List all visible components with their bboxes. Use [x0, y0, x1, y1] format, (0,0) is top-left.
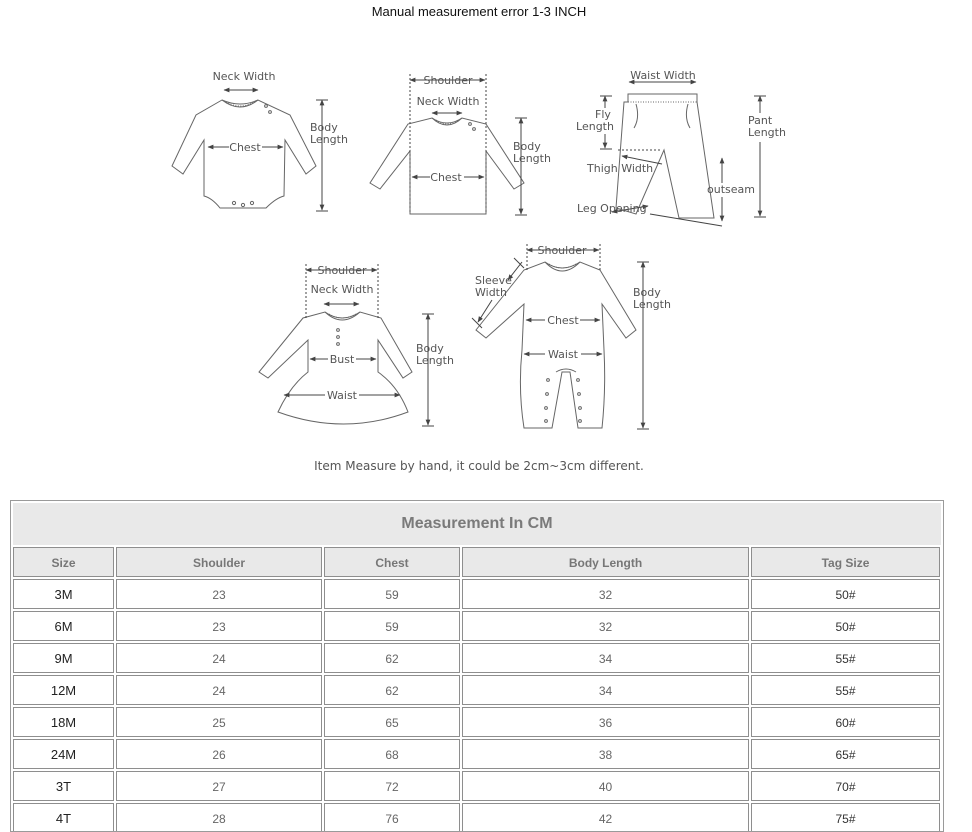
column-header-tag-size: Tag Size [751, 547, 940, 577]
table-cell-shoulder: 26 [116, 739, 322, 769]
romper-waist-label: Waist [547, 348, 579, 361]
table-cell-size: 18M [13, 707, 114, 737]
measurement-table [10, 500, 944, 832]
dress-length-label: Length [416, 354, 454, 367]
romper-chest-label: Chest [547, 314, 579, 327]
table-cell-size: 3M [13, 579, 114, 609]
table-cell-body-length: 36 [462, 707, 749, 737]
tshirt-neck-width-label: Neck Width [416, 95, 480, 108]
table-cell-size: 6M [13, 611, 114, 641]
table-cell-tag-size: 55# [751, 643, 940, 673]
table-cell-chest: 62 [324, 643, 460, 673]
bodysuit-neck-width-label: Neck Width [212, 70, 276, 83]
table-cell-body-length: 32 [462, 579, 749, 609]
table-cell-shoulder: 23 [116, 579, 322, 609]
column-header-size: Size [13, 547, 114, 577]
pants-thigh-width-label: Thigh Width [587, 162, 654, 175]
table-cell-chest: 72 [324, 771, 460, 801]
table-cell-body-length: 38 [462, 739, 749, 769]
pants-leg-opening-label: Leg Opening [577, 202, 647, 215]
dress-shoulder-label: Shoulder [317, 264, 367, 277]
pants-pant-length-label: Length [748, 126, 786, 139]
table-cell-tag-size: 50# [751, 579, 940, 609]
table-cell-size: 3T [13, 771, 114, 801]
romper-shoulder-label: Shoulder [537, 244, 587, 257]
table-cell-body-length: 32 [462, 611, 749, 641]
pants-fly-label: Fly [595, 108, 611, 121]
table-cell-tag-size: 75# [751, 803, 940, 832]
table-cell-shoulder: 27 [116, 771, 322, 801]
table-cell-body-length: 42 [462, 803, 749, 832]
pants-outseam-label: outseam [707, 183, 755, 196]
romper-body-label: Body [633, 286, 661, 299]
table-cell-chest: 59 [324, 579, 460, 609]
table-cell-shoulder: 23 [116, 611, 322, 641]
table-cell-chest: 76 [324, 803, 460, 832]
table-cell-size: 24M [13, 739, 114, 769]
romper-sleeve-label: Sleeve [475, 274, 512, 287]
table-cell-body-length: 34 [462, 643, 749, 673]
dress-body-label: Body [416, 342, 444, 355]
table-cell-shoulder: 24 [116, 643, 322, 673]
table-cell-tag-size: 70# [751, 771, 940, 801]
tshirt-chest-label: Chest [430, 171, 462, 184]
table-cell-tag-size: 60# [751, 707, 940, 737]
romper-sleeve-width-label: Width [475, 286, 507, 299]
column-header-chest: Chest [324, 547, 460, 577]
romper-length-label: Length [633, 298, 671, 311]
tshirt-body-label: Body [513, 140, 541, 153]
dress-neck-width-label: Neck Width [310, 283, 374, 296]
table-cell-size: 4T [13, 803, 114, 832]
table-cell-chest: 65 [324, 707, 460, 737]
bodysuit-chest-label: Chest [229, 141, 261, 154]
measure-note: Item Measure by hand, it could be 2cm~3cm different. [314, 459, 644, 473]
table-cell-shoulder: 24 [116, 675, 322, 705]
pants-pant-label: Pant [748, 114, 773, 127]
table-cell-tag-size: 65# [751, 739, 940, 769]
table-cell-shoulder: 25 [116, 707, 322, 737]
tshirt-length-label: Length [513, 152, 551, 165]
romper-diagram [472, 244, 649, 429]
table-cell-size: 9M [13, 643, 114, 673]
table-cell-chest: 59 [324, 611, 460, 641]
column-header-shoulder: Shoulder [116, 547, 322, 577]
pants-fly-length-label: Length [576, 120, 614, 133]
header-note: Manual measurement error 1-3 INCH [371, 4, 587, 19]
dress-waist-label: Waist [326, 389, 358, 402]
bodysuit-length-label: Length [310, 133, 348, 146]
bodysuit-body-label: Body [310, 121, 338, 134]
table-cell-chest: 68 [324, 739, 460, 769]
table-cell-tag-size: 50# [751, 611, 940, 641]
table-cell-body-length: 34 [462, 675, 749, 705]
table-cell-chest: 62 [324, 675, 460, 705]
tshirt-shoulder-label: Shoulder [423, 74, 473, 87]
table-cell-size: 12M [13, 675, 114, 705]
table-cell-body-length: 40 [462, 771, 749, 801]
table-title: Measurement In CM [13, 503, 941, 545]
table-cell-shoulder: 28 [116, 803, 322, 832]
column-header-body-length: Body Length [462, 547, 749, 577]
dress-bust-label: Bust [329, 353, 355, 366]
table-cell-tag-size: 55# [751, 675, 940, 705]
pants-waist-width-label: Waist Width [630, 69, 696, 82]
